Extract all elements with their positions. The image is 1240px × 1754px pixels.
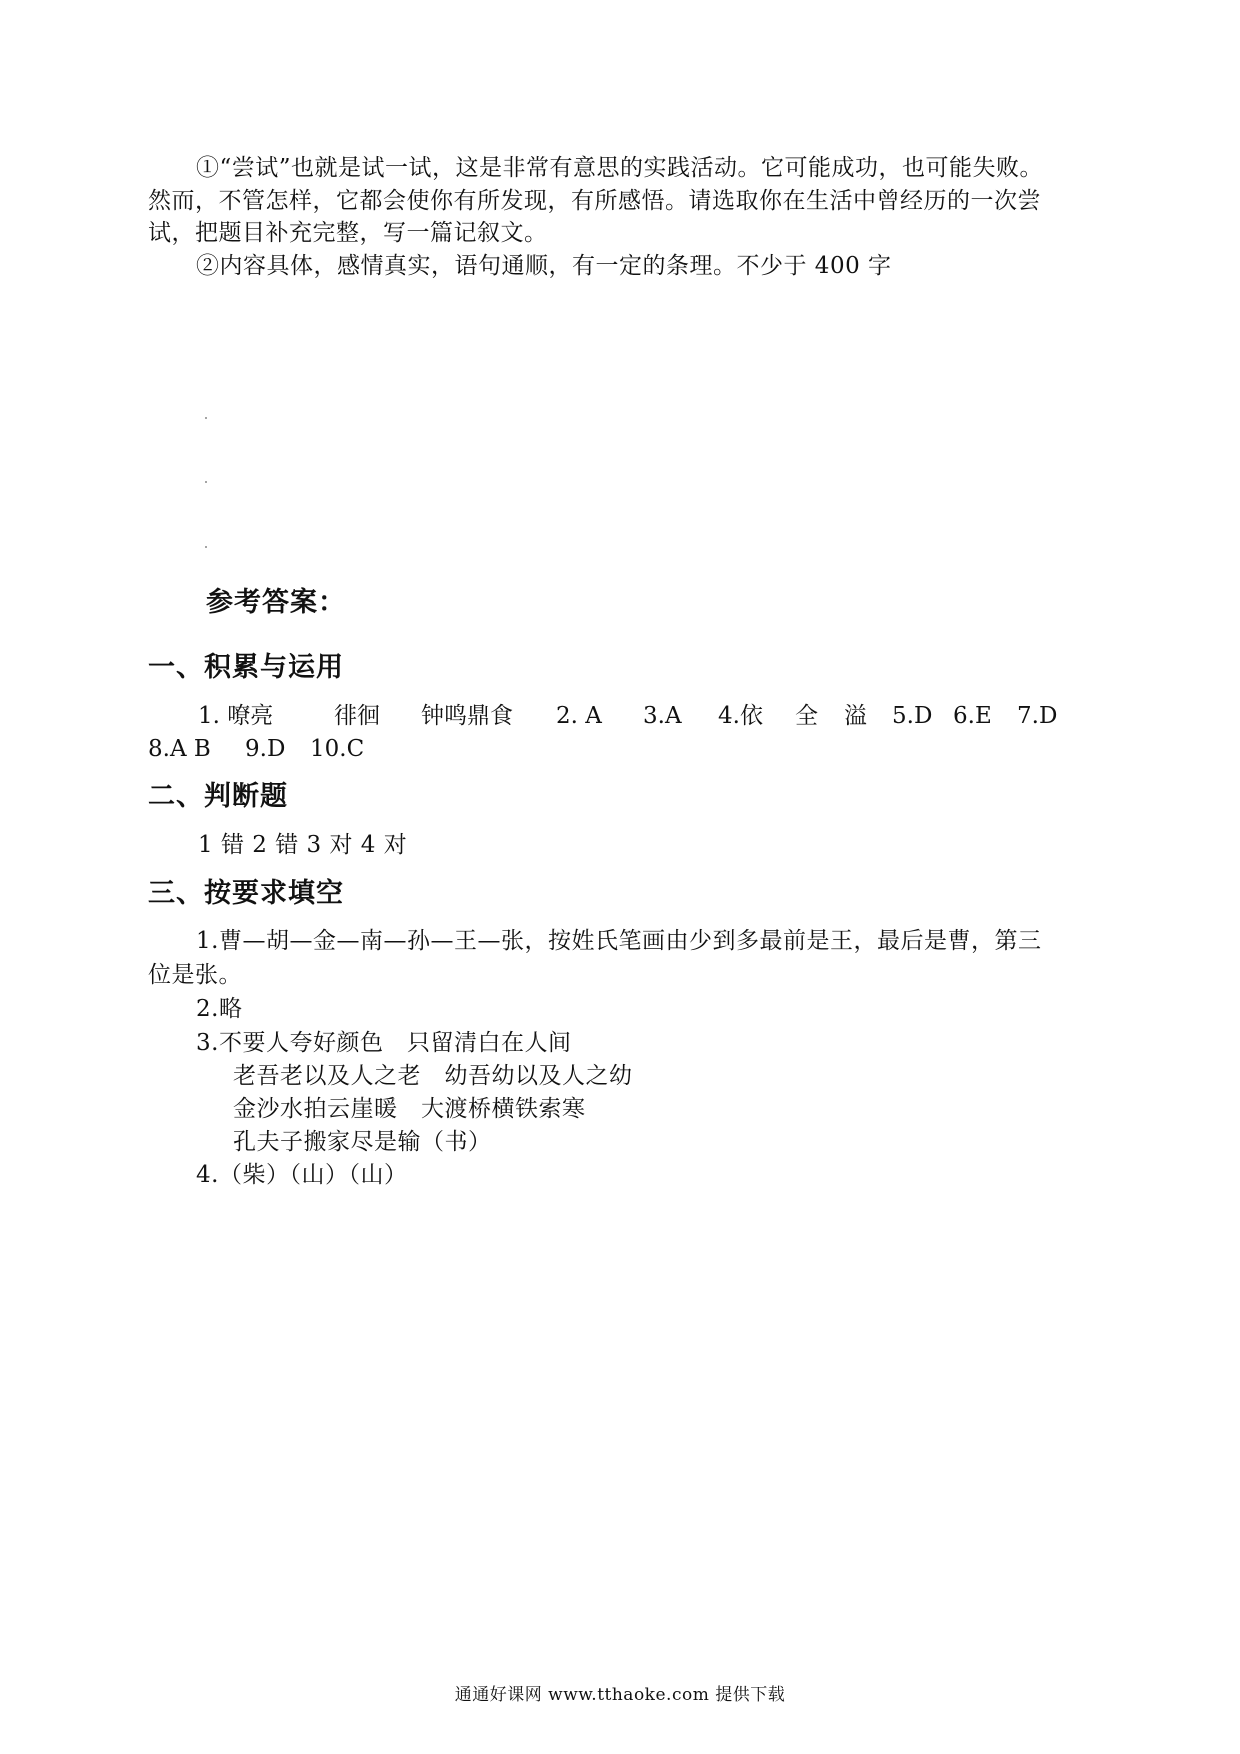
speck-mark [205, 417, 207, 419]
answer-item: 徘徊 [334, 703, 380, 729]
answer-item: 6.E [953, 703, 992, 729]
section-2-answers: 1 错 2 错 3 对 4 对 [198, 832, 408, 858]
section-3-heading: 三、按要求填空 [148, 878, 344, 909]
answer-item: 4.依 [718, 703, 763, 729]
answer-item: 2. A [556, 703, 602, 729]
answer-item: 全 [795, 703, 818, 729]
section-3-item-1-line-2: 位是张。 [148, 962, 242, 988]
section-1-answers-row-1 [0, 700, 1240, 732]
answer-key-title: 参考答案： [206, 587, 346, 618]
answer-item: 7.D [1017, 703, 1058, 729]
page-footer: 通通好课网 www.tthaoke.com 提供下载 [454, 1685, 786, 1705]
answer-item: 钟鸣鼎食 [421, 703, 513, 729]
answer-item: 9.D [245, 736, 286, 762]
prompt-line-2: 然而，不管怎样，它都会使你有所发现，有所感悟。请选取你在生活中曾经历的一次尝 [148, 188, 1041, 214]
section-2-heading: 二、判断题 [148, 781, 288, 812]
answer-item: 溢 [844, 703, 867, 729]
answer-item: 3.A [643, 703, 682, 729]
prompt-line-4: ②内容具体，感情真实，语句通顺，有一定的条理。不少于 400 字 [196, 253, 892, 279]
answer-item: 1. 嘹亮 [198, 703, 274, 729]
speck-mark [205, 546, 207, 548]
answer-item: 10.C [310, 736, 365, 762]
prompt-line-1: ①“尝试”也就是试一试，这是非常有意思的实践活动。它可能成功，也可能失败。 [196, 155, 1044, 181]
section-3-item-1-line-1: 1.曹—胡—金—南—孙—王—张，按姓氏笔画由少到多最前是王，最后是曹，第三 [196, 928, 1042, 954]
speck-mark [205, 481, 207, 483]
section-1-answers-row-2 [0, 733, 1240, 765]
section-3-item-4: 4.（柴）（山）（山） [196, 1162, 408, 1188]
answer-item: 8.A B [148, 736, 211, 762]
section-3-item-3-line-1: 3.不要人夸好颜色 只留清白在人间 [196, 1030, 572, 1056]
answer-item: 5.D [892, 703, 933, 729]
section-3-item-2: 2.略 [196, 996, 243, 1022]
section-1-heading: 一、积累与运用 [148, 652, 344, 683]
section-3-item-3-line-2: 老吾老以及人之老 幼吾幼以及人之幼 [233, 1063, 633, 1089]
section-3-item-3-line-4: 孔夫子搬家尽是输（书） [233, 1129, 492, 1155]
prompt-line-3: 试，把题目补充完整，写一篇记叙文。 [148, 220, 548, 246]
section-3-item-3-line-3: 金沙水拍云崖暖 大渡桥横铁索寒 [233, 1096, 586, 1122]
